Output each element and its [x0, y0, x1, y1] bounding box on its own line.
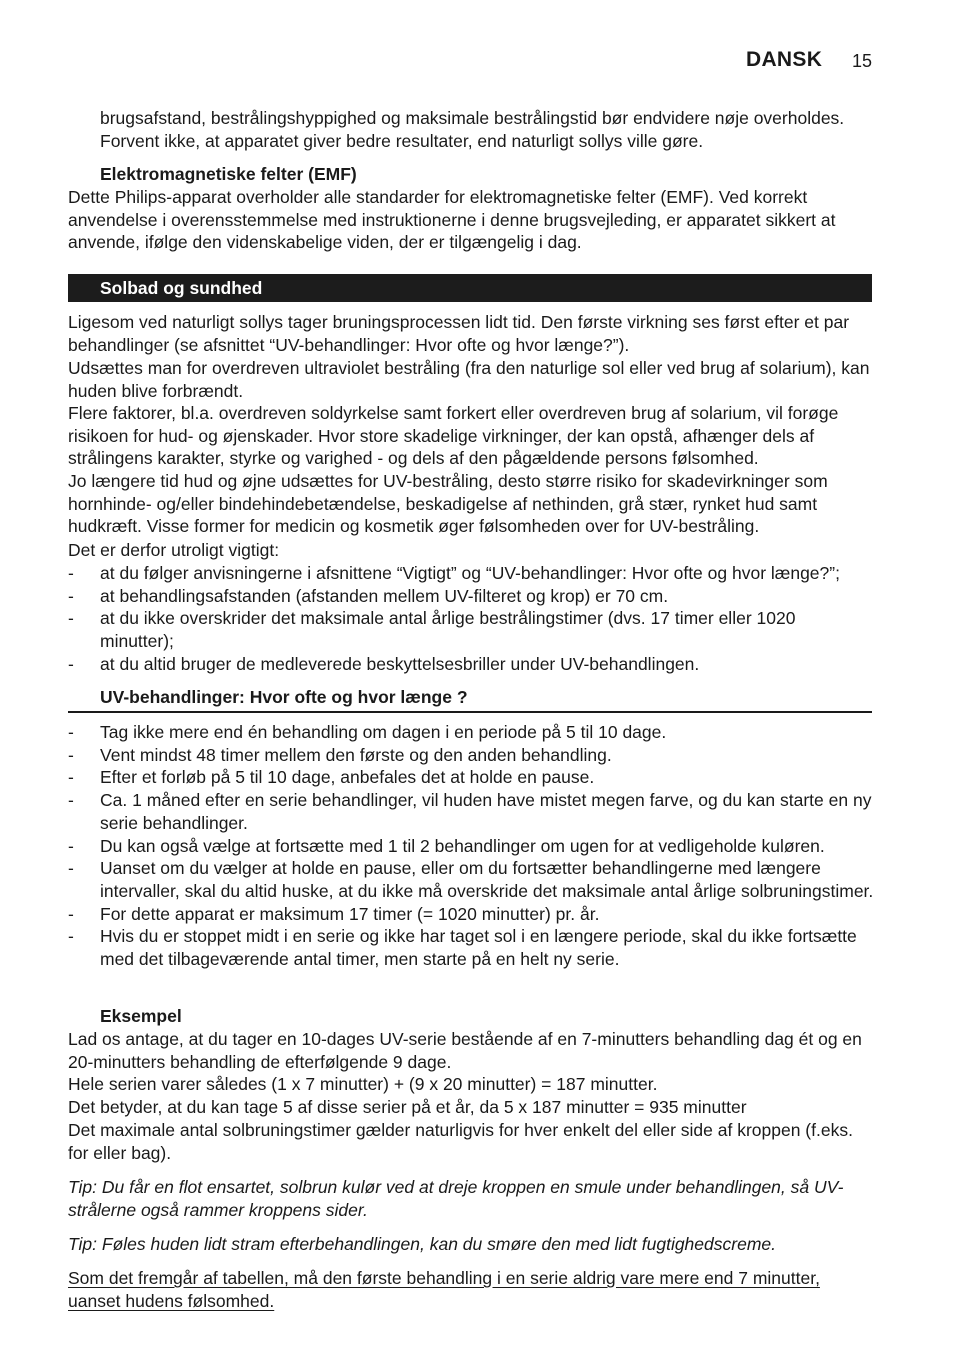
list-item: - Du kan også vælge at fortsætte med 1 til 2 behandlinger om ugen for at vedligeholde kuløren. [68, 835, 825, 856]
sun-health-paragraph-2: Udsættes man for overdreven ultraviolet bestråling (fra den naturlige sol eller ved brug af solarium), kan huden blive forbrændt. [68, 358, 870, 401]
list-item: - For dette apparat er maksimum 17 timer (= 1020 minutter) pr. år. [68, 903, 600, 924]
uv-heading-label: UV-behandlinger: Hvor ofte og hvor længe ? [100, 687, 468, 707]
section-heading-sun-health [68, 274, 872, 302]
tip-1: Tip: Du får en flot ensartet, solbrun kulør ved at dreje kroppen en smule under behandlingen, så UV-strålerne også rammer kroppens sider. [68, 1177, 844, 1220]
emf-heading: Elektromagnetiske felter (EMF) [100, 164, 357, 184]
example-paragraph-3: Det betyder, at du kan tage 5 af disse serier på et år, da 5 x 187 minutter = 935 minutter [68, 1097, 747, 1117]
emf-paragraph: Dette Philips-apparat overholder alle standarder for elektromagnetiske felter (EMF). Ved korrekt anvendelse i overensstemmelse med instruktionerne i denne brugsvejleding, er apparatet sikkert at anvende, ifølge den videnskabelige viden, der er tilgængelig i dag. [68, 187, 836, 253]
example-heading: Eksempel [100, 1006, 182, 1026]
list-item: - Efter et forløb på 5 til 10 dage, anbefales det at holde en pause. [68, 767, 595, 788]
list-item: - Uanset om du vælger at holde en pause, eller om du fortsætter behandlingerne med længere intervaller, skal du altid huske, at du ikke må overskride det maksimale antal årlige solbruningstimer. [68, 858, 874, 901]
sun-health-list [68, 562, 874, 676]
section-language-label: DANSK [746, 48, 823, 71]
list-item: - at du ikke overskrider det maksimale antal årlige bestrålingstimer (dvs. 17 timer eller 1020 minutter); [68, 608, 796, 652]
example-paragraph-4: Det maximale antal solbruningstimer gælder naturligvis for hver enkelt del eller side af kroppen (f.eks. for eller bag). [68, 1120, 853, 1163]
list-item: - Ca. 1 måned efter en serie behandlinger, vil huden have mistet megen farve, og du kan starte en ny serie behandlinger. [68, 790, 872, 833]
uv-heading [68, 686, 872, 713]
list-item: - at behandlingsafstanden (afstanden mellem UV-filteret og krop) er 70 cm. [68, 585, 669, 606]
intro-paragraph: brugsafstand, bestrålingshyppighed og maksimale bestrålingstid bør endvidere nøje overholdes. Forvent ikke, at apparatet giver bedre resultater, end naturligt sollys ville gøre. [100, 108, 845, 151]
uv-list [68, 721, 874, 971]
example-paragraph-2: Hele serien varer således (1 x 7 minutter) + (9 x 20 minutter) = 187 minutter. [68, 1074, 658, 1094]
list-item: - Hvis du er stoppet midt i en serie og ikke har taget sol i en længere periode, skal du ikke fortsætte med det tilbageværende antal timer, men starte på en helt ny serie. [68, 926, 857, 970]
sun-health-paragraph-1: Ligesom ved naturligt sollys tager bruningsprocessen lidt tid. Den første virkning ses først efter et par behandlinger (se afsnittet “UV-behandlinger: Hvor ofte og hvor længe?”). [68, 312, 850, 355]
sun-health-paragraph-4: Jo længere tid hud og øjne udsættes for UV-bestråling, desto større risiko for skadevirkninger som hornhinde- og/eller bindehindebetændelse, beskadigelse af nethinden, grå stær, rynket hud samt hudkræft. Visse former for medicin og kosmetik øger følsomheden over for UV-bestråling. [68, 471, 828, 537]
list-item: - at du følger anvisningerne i afsnittene “Vigtigt” og “UV-behandlinger: Hvor ofte og hvor længe?”; [68, 563, 840, 583]
example-paragraph-1: Lad os antage, at du tager en 10-dages UV-serie bestående af en 7-minutters behandling dag ét og en 20-minutters behandling de efterfølgende 9 dage. [68, 1029, 862, 1072]
important-note: Som det fremgår af tabellen, må den første behandling i en serie aldrig vare mere end 7 minutter, uanset hudens følsomhed. [68, 1268, 820, 1311]
sun-health-paragraph-5: Det er derfor utroligt vigtigt: [68, 540, 280, 560]
list-item: - Vent mindst 48 timer mellem den første og den anden behandling. [68, 744, 612, 765]
sun-health-paragraph-3: Flere faktorer, bl.a. overdreven soldyrkelse samt forkert eller overdreven brug af solarium, vil forøge risikoen for hud- og øjenskader. Hvor store skadelige virkninger, der kan opstå, afhænger dels af strålingens karakter, styrke og varighed - og dels af den pågældende persons følsomhed. [68, 403, 839, 469]
page-number: 15 [852, 51, 873, 71]
list-item: - at du altid bruger de medleverede beskyttelsesbriller under UV-behandlingen. [68, 653, 700, 674]
section-heading-sun-health-label: Solbad og sundhed [100, 278, 263, 298]
tip-2: Tip: Føles huden lidt stram efterbehandlingen, kan du smøre den med lidt fugtighedscreme. [68, 1234, 776, 1254]
list-item: - Tag ikke mere end én behandling om dagen i en periode på 5 til 10 dage. [68, 722, 667, 742]
